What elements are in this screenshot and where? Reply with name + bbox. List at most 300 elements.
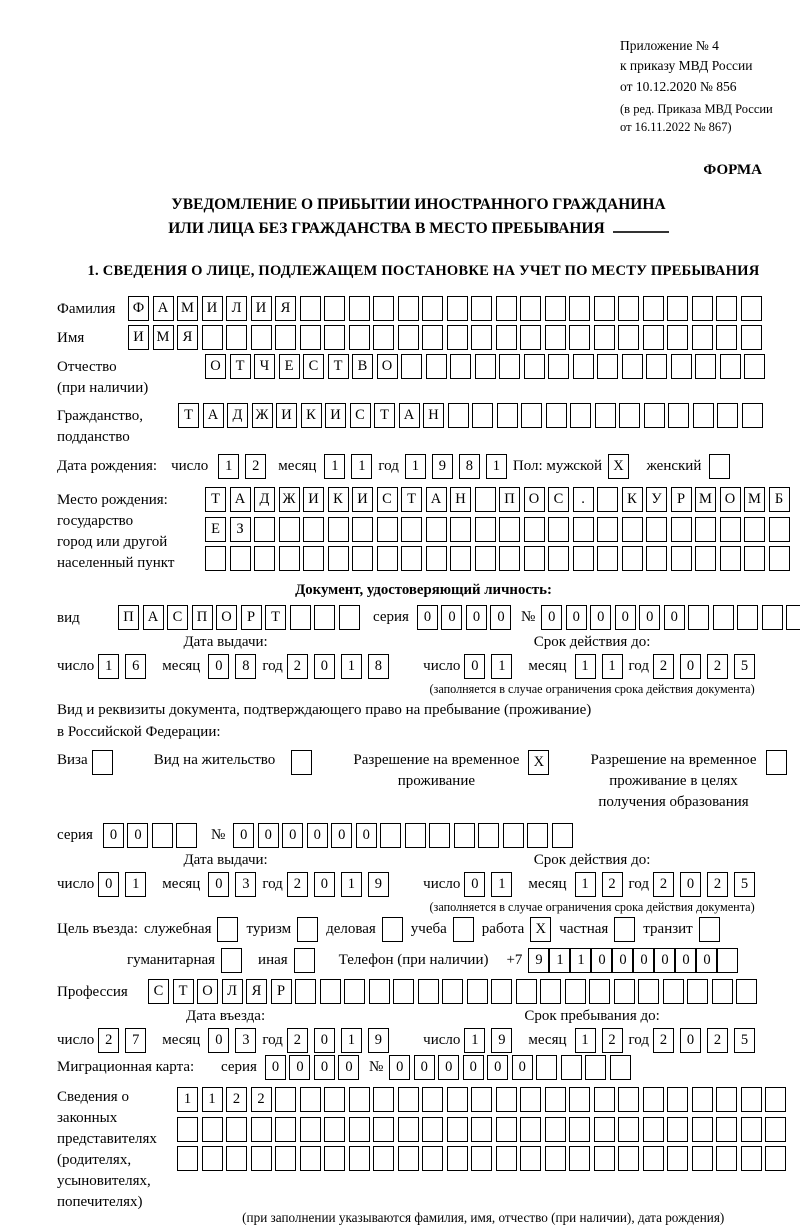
char-cell[interactable] <box>349 1087 370 1112</box>
char-cell[interactable] <box>765 1117 786 1142</box>
char-cell[interactable] <box>176 823 197 848</box>
char-cell[interactable] <box>569 1087 590 1112</box>
char-cell[interactable] <box>447 325 468 350</box>
char-cell[interactable] <box>545 296 566 321</box>
char-cell[interactable]: И <box>276 403 297 428</box>
char-cell[interactable] <box>471 325 492 350</box>
char-cell[interactable] <box>290 605 311 630</box>
char-cell[interactable] <box>540 979 561 1004</box>
char-cell[interactable]: 0 <box>289 1055 310 1080</box>
char-cell[interactable]: 1 <box>341 872 362 897</box>
char-cell[interactable] <box>524 354 545 379</box>
char-cell[interactable]: 1 <box>570 948 591 973</box>
char-cell[interactable]: 2 <box>653 1028 674 1053</box>
char-cell[interactable]: Ж <box>252 403 273 428</box>
char-cell[interactable] <box>720 517 741 542</box>
char-cell[interactable] <box>548 546 569 571</box>
char-cell[interactable] <box>741 296 762 321</box>
char-cell[interactable] <box>152 823 173 848</box>
char-cell[interactable]: К <box>328 487 349 512</box>
char-cell[interactable] <box>693 403 714 428</box>
char-cell[interactable] <box>471 296 492 321</box>
char-cell[interactable] <box>475 546 496 571</box>
char-cell[interactable] <box>643 1117 664 1142</box>
char-cell[interactable]: 0 <box>696 948 717 973</box>
char-cell[interactable] <box>497 403 518 428</box>
char-cell[interactable]: 2 <box>226 1087 247 1112</box>
char-cell[interactable]: 0 <box>441 605 462 630</box>
char-cell[interactable] <box>349 1146 370 1171</box>
purpose-private-checkbox[interactable] <box>614 917 635 942</box>
char-cell[interactable] <box>467 979 488 1004</box>
char-cell[interactable] <box>499 354 520 379</box>
char-cell[interactable] <box>646 546 667 571</box>
char-cell[interactable] <box>398 1087 419 1112</box>
visa-checkbox[interactable] <box>92 750 113 775</box>
char-cell[interactable]: Р <box>671 487 692 512</box>
char-cell[interactable]: 2 <box>98 1028 119 1053</box>
char-cell[interactable]: 0 <box>233 823 254 848</box>
purpose-official-checkbox[interactable] <box>217 917 238 942</box>
char-cell[interactable]: 1 <box>218 454 239 479</box>
char-cell[interactable] <box>275 1146 296 1171</box>
char-cell[interactable]: Т <box>173 979 194 1004</box>
char-cell[interactable]: 2 <box>245 454 266 479</box>
char-cell[interactable] <box>275 325 296 350</box>
char-cell[interactable]: 0 <box>639 605 660 630</box>
char-cell[interactable]: У <box>646 487 667 512</box>
char-cell[interactable]: 0 <box>265 1055 286 1080</box>
char-cell[interactable] <box>667 296 688 321</box>
char-cell[interactable]: Т <box>178 403 199 428</box>
char-cell[interactable]: Т <box>205 487 226 512</box>
char-cell[interactable] <box>447 1117 468 1142</box>
char-cell[interactable]: Н <box>423 403 444 428</box>
char-cell[interactable] <box>398 325 419 350</box>
char-cell[interactable] <box>503 823 524 848</box>
char-cell[interactable] <box>349 296 370 321</box>
char-cell[interactable] <box>597 517 618 542</box>
char-cell[interactable]: 8 <box>459 454 480 479</box>
char-cell[interactable]: 0 <box>414 1055 435 1080</box>
char-cell[interactable]: Т <box>374 403 395 428</box>
char-cell[interactable]: Я <box>246 979 267 1004</box>
char-cell[interactable]: 2 <box>602 1028 623 1053</box>
char-cell[interactable] <box>454 823 475 848</box>
char-cell[interactable]: 1 <box>202 1087 223 1112</box>
char-cell[interactable] <box>177 1146 198 1171</box>
char-cell[interactable] <box>447 1087 468 1112</box>
char-cell[interactable] <box>716 1117 737 1142</box>
char-cell[interactable]: 1 <box>464 1028 485 1053</box>
char-cell[interactable]: 0 <box>464 654 485 679</box>
char-cell[interactable] <box>475 354 496 379</box>
char-cell[interactable] <box>687 979 708 1004</box>
char-cell[interactable] <box>202 1117 223 1142</box>
char-cell[interactable] <box>393 979 414 1004</box>
char-cell[interactable] <box>520 325 541 350</box>
char-cell[interactable] <box>320 979 341 1004</box>
char-cell[interactable] <box>471 1117 492 1142</box>
char-cell[interactable] <box>569 325 590 350</box>
char-cell[interactable]: 9 <box>491 1028 512 1053</box>
char-cell[interactable]: А <box>399 403 420 428</box>
sex-female-checkbox[interactable] <box>709 454 730 479</box>
char-cell[interactable] <box>741 1146 762 1171</box>
char-cell[interactable]: 2 <box>653 654 674 679</box>
char-cell[interactable]: 1 <box>98 654 119 679</box>
char-cell[interactable] <box>618 325 639 350</box>
char-cell[interactable] <box>594 325 615 350</box>
char-cell[interactable]: 9 <box>528 948 549 973</box>
char-cell[interactable] <box>569 1146 590 1171</box>
char-cell[interactable]: Т <box>230 354 251 379</box>
char-cell[interactable] <box>426 546 447 571</box>
char-cell[interactable]: Б <box>769 487 790 512</box>
char-cell[interactable]: 1 <box>341 654 362 679</box>
char-cell[interactable]: Д <box>227 403 248 428</box>
char-cell[interactable] <box>597 546 618 571</box>
char-cell[interactable] <box>398 1146 419 1171</box>
char-cell[interactable]: 0 <box>208 872 229 897</box>
char-cell[interactable] <box>300 325 321 350</box>
char-cell[interactable]: 1 <box>341 1028 362 1053</box>
char-cell[interactable]: К <box>622 487 643 512</box>
char-cell[interactable] <box>418 979 439 1004</box>
char-cell[interactable]: Р <box>271 979 292 1004</box>
purpose-study-checkbox[interactable] <box>453 917 474 942</box>
char-cell[interactable]: 0 <box>208 654 229 679</box>
char-cell[interactable] <box>597 487 618 512</box>
char-cell[interactable] <box>565 979 586 1004</box>
char-cell[interactable]: 0 <box>463 1055 484 1080</box>
char-cell[interactable]: Н <box>450 487 471 512</box>
char-cell[interactable] <box>545 1087 566 1112</box>
char-cell[interactable] <box>548 354 569 379</box>
char-cell[interactable] <box>401 546 422 571</box>
purpose-transit-checkbox[interactable] <box>699 917 720 942</box>
char-cell[interactable]: 2 <box>707 872 728 897</box>
char-cell[interactable] <box>548 517 569 542</box>
char-cell[interactable]: 0 <box>512 1055 533 1080</box>
sex-male-checkbox[interactable]: X <box>608 454 629 479</box>
char-cell[interactable]: 5 <box>734 872 755 897</box>
char-cell[interactable] <box>692 1087 713 1112</box>
char-cell[interactable] <box>254 546 275 571</box>
char-cell[interactable]: Е <box>205 517 226 542</box>
char-cell[interactable] <box>279 517 300 542</box>
char-cell[interactable]: И <box>325 403 346 428</box>
char-cell[interactable]: 0 <box>438 1055 459 1080</box>
char-cell[interactable]: 9 <box>432 454 453 479</box>
char-cell[interactable] <box>442 979 463 1004</box>
char-cell[interactable] <box>744 517 765 542</box>
char-cell[interactable] <box>716 296 737 321</box>
char-cell[interactable] <box>377 517 398 542</box>
char-cell[interactable] <box>401 517 422 542</box>
char-cell[interactable] <box>478 823 499 848</box>
char-cell[interactable]: С <box>303 354 324 379</box>
char-cell[interactable] <box>328 546 349 571</box>
char-cell[interactable]: О <box>197 979 218 1004</box>
char-cell[interactable]: А <box>230 487 251 512</box>
char-cell[interactable]: 0 <box>417 605 438 630</box>
char-cell[interactable] <box>668 403 689 428</box>
char-cell[interactable]: 2 <box>707 654 728 679</box>
char-cell[interactable] <box>496 1146 517 1171</box>
char-cell[interactable] <box>324 1117 345 1142</box>
char-cell[interactable]: О <box>524 487 545 512</box>
char-cell[interactable] <box>426 354 447 379</box>
char-cell[interactable] <box>573 546 594 571</box>
char-cell[interactable]: И <box>251 296 272 321</box>
char-cell[interactable]: 0 <box>612 948 633 973</box>
char-cell[interactable]: М <box>153 325 174 350</box>
char-cell[interactable] <box>595 403 616 428</box>
char-cell[interactable] <box>765 1146 786 1171</box>
char-cell[interactable] <box>695 546 716 571</box>
char-cell[interactable]: 0 <box>307 823 328 848</box>
char-cell[interactable] <box>447 1146 468 1171</box>
char-cell[interactable] <box>569 296 590 321</box>
char-cell[interactable] <box>475 487 496 512</box>
char-cell[interactable]: 0 <box>208 1028 229 1053</box>
char-cell[interactable] <box>520 1087 541 1112</box>
char-cell[interactable] <box>614 979 635 1004</box>
char-cell[interactable] <box>622 546 643 571</box>
char-cell[interactable] <box>716 1087 737 1112</box>
purpose-tourism-checkbox[interactable] <box>297 917 318 942</box>
char-cell[interactable] <box>475 517 496 542</box>
char-cell[interactable] <box>352 546 373 571</box>
char-cell[interactable] <box>226 325 247 350</box>
char-cell[interactable] <box>618 1117 639 1142</box>
char-cell[interactable] <box>594 1146 615 1171</box>
char-cell[interactable] <box>349 1117 370 1142</box>
char-cell[interactable]: Т <box>401 487 422 512</box>
char-cell[interactable] <box>373 296 394 321</box>
char-cell[interactable]: Л <box>222 979 243 1004</box>
char-cell[interactable]: 0 <box>591 948 612 973</box>
char-cell[interactable] <box>695 354 716 379</box>
char-cell[interactable] <box>496 1117 517 1142</box>
char-cell[interactable] <box>667 1087 688 1112</box>
char-cell[interactable]: И <box>128 325 149 350</box>
char-cell[interactable]: 5 <box>734 654 755 679</box>
char-cell[interactable] <box>741 325 762 350</box>
char-cell[interactable]: 0 <box>356 823 377 848</box>
char-cell[interactable] <box>527 823 548 848</box>
char-cell[interactable]: Т <box>328 354 349 379</box>
char-cell[interactable]: 0 <box>675 948 696 973</box>
char-cell[interactable] <box>622 354 643 379</box>
char-cell[interactable] <box>671 354 692 379</box>
char-cell[interactable] <box>300 1146 321 1171</box>
char-cell[interactable] <box>667 1146 688 1171</box>
char-cell[interactable]: 1 <box>575 1028 596 1053</box>
char-cell[interactable] <box>573 354 594 379</box>
char-cell[interactable] <box>716 325 737 350</box>
char-cell[interactable] <box>202 1146 223 1171</box>
char-cell[interactable]: П <box>118 605 139 630</box>
char-cell[interactable] <box>426 517 447 542</box>
char-cell[interactable] <box>251 1146 272 1171</box>
char-cell[interactable]: И <box>303 487 324 512</box>
char-cell[interactable]: 1 <box>125 872 146 897</box>
char-cell[interactable]: М <box>695 487 716 512</box>
char-cell[interactable] <box>692 325 713 350</box>
char-cell[interactable]: 2 <box>251 1087 272 1112</box>
char-cell[interactable]: А <box>143 605 164 630</box>
char-cell[interactable]: 0 <box>98 872 119 897</box>
char-cell[interactable]: 1 <box>324 454 345 479</box>
char-cell[interactable]: 2 <box>287 1028 308 1053</box>
char-cell[interactable] <box>275 1117 296 1142</box>
char-cell[interactable] <box>610 1055 631 1080</box>
char-cell[interactable]: И <box>202 296 223 321</box>
char-cell[interactable] <box>717 403 738 428</box>
char-cell[interactable]: Л <box>226 296 247 321</box>
char-cell[interactable]: В <box>352 354 373 379</box>
residence-permit-checkbox[interactable] <box>291 750 312 775</box>
char-cell[interactable]: 9 <box>368 1028 389 1053</box>
char-cell[interactable] <box>695 517 716 542</box>
char-cell[interactable]: Д <box>254 487 275 512</box>
char-cell[interactable] <box>589 979 610 1004</box>
char-cell[interactable]: Т <box>265 605 286 630</box>
char-cell[interactable]: 9 <box>368 872 389 897</box>
char-cell[interactable]: М <box>744 487 765 512</box>
char-cell[interactable]: 1 <box>491 654 512 679</box>
char-cell[interactable]: 0 <box>680 654 701 679</box>
char-cell[interactable] <box>667 1117 688 1142</box>
char-cell[interactable]: 0 <box>464 872 485 897</box>
char-cell[interactable] <box>300 1117 321 1142</box>
char-cell[interactable] <box>762 605 783 630</box>
char-cell[interactable]: 0 <box>258 823 279 848</box>
char-cell[interactable]: 0 <box>487 1055 508 1080</box>
char-cell[interactable] <box>643 296 664 321</box>
char-cell[interactable] <box>643 1146 664 1171</box>
char-cell[interactable]: 0 <box>541 605 562 630</box>
char-cell[interactable]: 2 <box>287 654 308 679</box>
char-cell[interactable] <box>570 403 591 428</box>
temp-residence-checkbox[interactable]: X <box>528 750 549 775</box>
char-cell[interactable] <box>398 1117 419 1142</box>
char-cell[interactable] <box>545 1146 566 1171</box>
char-cell[interactable] <box>447 296 468 321</box>
char-cell[interactable] <box>692 1117 713 1142</box>
char-cell[interactable] <box>671 517 692 542</box>
char-cell[interactable]: 1 <box>575 872 596 897</box>
char-cell[interactable] <box>472 403 493 428</box>
char-cell[interactable] <box>643 1087 664 1112</box>
char-cell[interactable] <box>496 296 517 321</box>
char-cell[interactable] <box>546 403 567 428</box>
char-cell[interactable]: 0 <box>633 948 654 973</box>
char-cell[interactable] <box>405 823 426 848</box>
char-cell[interactable] <box>300 1087 321 1112</box>
char-cell[interactable]: Ч <box>254 354 275 379</box>
char-cell[interactable] <box>303 546 324 571</box>
char-cell[interactable]: 0 <box>314 654 335 679</box>
char-cell[interactable]: 2 <box>653 872 674 897</box>
char-cell[interactable]: 0 <box>490 605 511 630</box>
char-cell[interactable]: 0 <box>338 1055 359 1080</box>
char-cell[interactable]: 3 <box>235 1028 256 1053</box>
char-cell[interactable]: 0 <box>282 823 303 848</box>
char-cell[interactable] <box>422 296 443 321</box>
char-cell[interactable] <box>716 1146 737 1171</box>
char-cell[interactable] <box>373 1087 394 1112</box>
char-cell[interactable] <box>720 546 741 571</box>
purpose-other-checkbox[interactable] <box>294 948 315 973</box>
char-cell[interactable] <box>769 546 790 571</box>
char-cell[interactable] <box>177 1117 198 1142</box>
char-cell[interactable] <box>786 605 800 630</box>
char-cell[interactable]: Ж <box>279 487 300 512</box>
char-cell[interactable]: 2 <box>602 872 623 897</box>
char-cell[interactable] <box>324 1087 345 1112</box>
char-cell[interactable]: 0 <box>664 605 685 630</box>
char-cell[interactable]: Ф <box>128 296 149 321</box>
char-cell[interactable] <box>536 1055 557 1080</box>
char-cell[interactable] <box>496 1087 517 1112</box>
char-cell[interactable] <box>646 354 667 379</box>
char-cell[interactable] <box>202 325 223 350</box>
purpose-work-checkbox[interactable]: X <box>530 917 551 942</box>
char-cell[interactable] <box>520 1146 541 1171</box>
char-cell[interactable]: 0 <box>654 948 675 973</box>
char-cell[interactable] <box>491 979 512 1004</box>
char-cell[interactable] <box>324 1146 345 1171</box>
char-cell[interactable]: 1 <box>351 454 372 479</box>
char-cell[interactable]: 0 <box>103 823 124 848</box>
char-cell[interactable] <box>516 979 537 1004</box>
char-cell[interactable]: . <box>573 487 594 512</box>
char-cell[interactable] <box>671 546 692 571</box>
char-cell[interactable] <box>573 517 594 542</box>
char-cell[interactable]: 6 <box>125 654 146 679</box>
char-cell[interactable]: 0 <box>590 605 611 630</box>
char-cell[interactable] <box>369 979 390 1004</box>
char-cell[interactable] <box>303 517 324 542</box>
char-cell[interactable]: А <box>153 296 174 321</box>
char-cell[interactable] <box>398 296 419 321</box>
char-cell[interactable] <box>314 605 335 630</box>
char-cell[interactable] <box>324 296 345 321</box>
char-cell[interactable] <box>230 546 251 571</box>
char-cell[interactable] <box>448 403 469 428</box>
char-cell[interactable] <box>401 354 422 379</box>
char-cell[interactable] <box>373 1117 394 1142</box>
char-cell[interactable] <box>429 823 450 848</box>
char-cell[interactable]: 1 <box>491 872 512 897</box>
char-cell[interactable] <box>545 325 566 350</box>
char-cell[interactable] <box>744 546 765 571</box>
char-cell[interactable]: 8 <box>235 654 256 679</box>
char-cell[interactable] <box>744 354 765 379</box>
char-cell[interactable]: 0 <box>127 823 148 848</box>
char-cell[interactable] <box>737 605 758 630</box>
char-cell[interactable] <box>646 517 667 542</box>
char-cell[interactable] <box>275 1087 296 1112</box>
char-cell[interactable] <box>618 296 639 321</box>
char-cell[interactable] <box>450 517 471 542</box>
char-cell[interactable]: А <box>426 487 447 512</box>
char-cell[interactable] <box>569 1117 590 1142</box>
char-cell[interactable]: 1 <box>602 654 623 679</box>
